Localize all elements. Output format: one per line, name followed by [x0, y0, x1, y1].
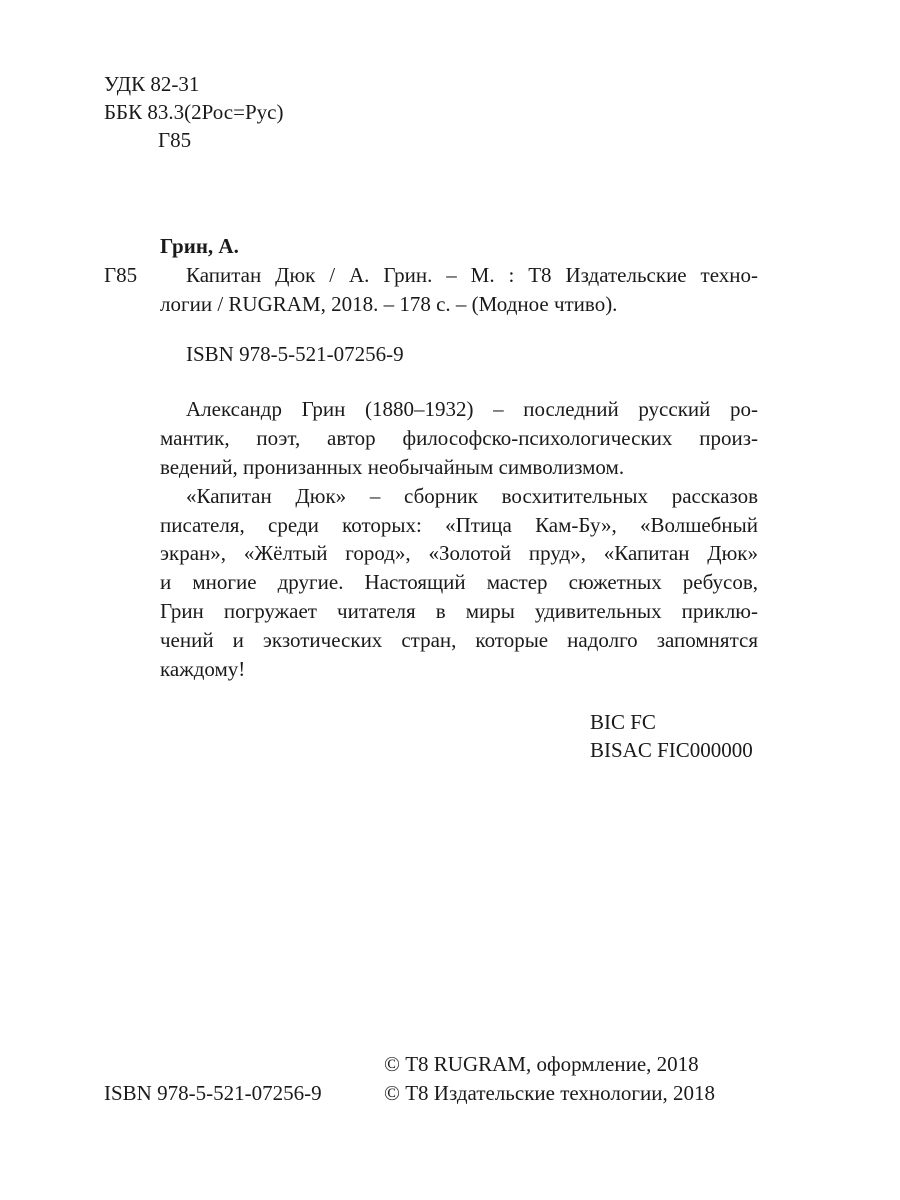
annotation-line: Грин погружает читателя в миры удивительных приклю-: [160, 599, 758, 623]
footer-copyright-publisher: © Т8 Издательские технологии, 2018: [384, 1081, 715, 1105]
bisac-code: BISAC FIC000000: [590, 738, 753, 762]
author-mark: Г85: [158, 128, 192, 152]
footer-copyright-design: © Т8 RUGRAM, оформление, 2018: [384, 1052, 699, 1076]
annotation-line: «Капитан Дюк» – сборник восхитительных рассказов: [186, 484, 758, 508]
annotation-line: чений и экзотических стран, которые надолго запомнятся: [160, 628, 758, 652]
record-description-line-1: Капитан Дюк / А. Грин. – М. : Т8 Издательские техно-: [186, 263, 758, 287]
annotation-line: и многие другие. Настоящий мастер сюжетных ребусов,: [160, 570, 758, 594]
author-heading: Грин, А.: [160, 234, 239, 258]
bic-code: BIC FC: [590, 710, 656, 734]
record-author-mark: Г85: [104, 263, 138, 287]
record-description-line-2: логии / RUGRAM, 2018. – 178 с. – (Модное чтиво).: [160, 292, 618, 316]
annotation-line: каждому!: [160, 657, 246, 681]
annotation-line: мантик, поэт, автор философско-психологических произ-: [160, 426, 758, 450]
annotation-line: Александр Грин (1880–1932) – последний русский ро-: [186, 397, 758, 421]
annotation-line: экран», «Жёлтый город», «Золотой пруд», «Капитан Дюк»: [160, 541, 758, 565]
annotation-line: писателя, среди которых: «Птица Кам-Бу», «Волшебный: [160, 513, 758, 537]
footer-isbn: ISBN 978-5-521-07256-9: [104, 1081, 322, 1105]
bbk-code: ББК 83.3(2Рос=Рус): [104, 100, 284, 124]
annotation-line: ведений, пронизанных необычайным символизмом.: [160, 455, 625, 479]
record-isbn: ISBN 978-5-521-07256-9: [186, 342, 404, 366]
udk-code: УДК 82-31: [104, 72, 200, 96]
